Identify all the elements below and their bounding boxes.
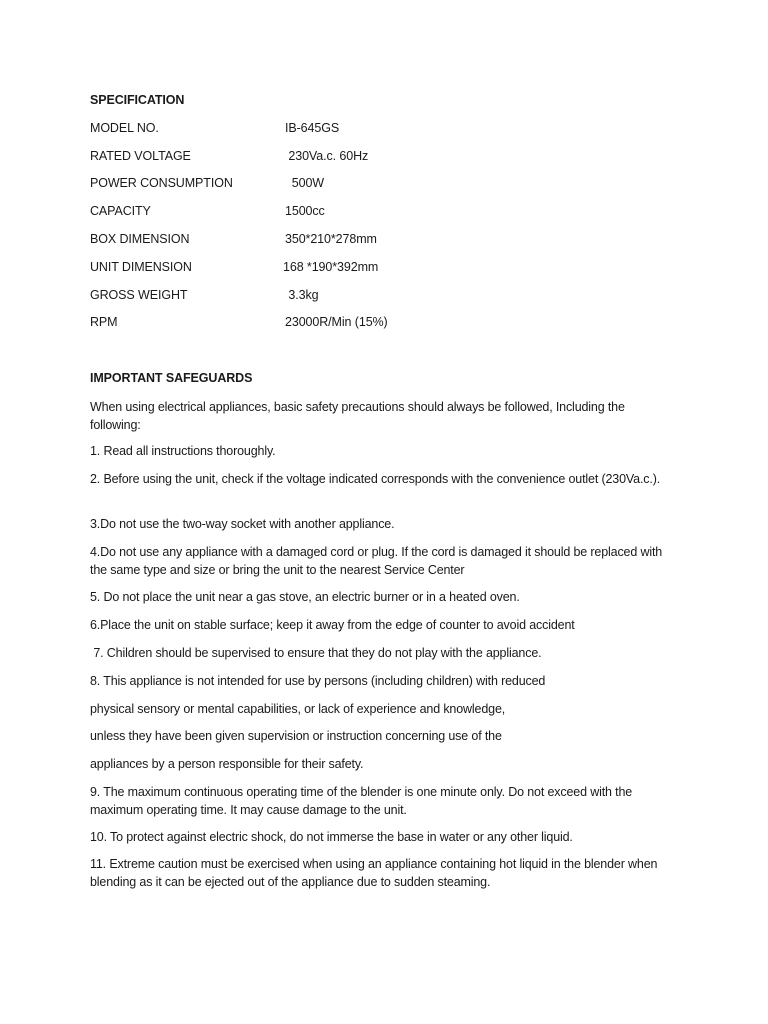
safeguard-item-continued: physical sensory or mental capabilities, or lack of experience and knowledge, [90,702,506,716]
spec-value: 350*210*278mm [285,232,377,246]
safeguard-item: 11. Extreme caution must be exercised when using an appliance containing hot liquid in the blender when blending as it can be ejected out of the appliance due to sudden steaming. [90,857,661,889]
safeguard-item: 5. Do not place the unit near a gas stove, an electric burner or in a heated oven. [90,590,520,604]
spec-label: RATED VOLTAGE [90,149,191,163]
spec-label: BOX DIMENSION [90,232,190,246]
safeguard-item: 4.Do not use any appliance with a damaged cord or plug. If the cord is damaged it should be replaced with the same type and size or bring the unit to the nearest Service Center [90,545,666,577]
spec-row-capacity [90,204,690,222]
spec-row-rpm [90,315,690,333]
spec-value: 168 *190*392mm [283,260,379,274]
safeguard-item: 7. Children should be supervised to ensure that they do not play with the appliance. [90,646,542,660]
specification-heading: SPECIFICATION [90,93,185,107]
spec-value: 1500cc [285,204,325,218]
spec-value: IB-645GS [285,121,340,135]
spec-label: CAPACITY [90,204,151,218]
spec-value: 230Va.c. 60Hz [285,149,369,163]
spec-label: POWER CONSUMPTION [90,176,233,190]
safeguards-intro: When using electrical appliances, basic safety precautions should always be followed, Including the following: [90,400,629,432]
safeguards-heading: IMPORTANT SAFEGUARDS [90,371,253,385]
document-page [90,0,690,1024]
spec-value: 3.3kg [285,288,319,302]
safeguard-item-continued: unless they have been given supervision or instruction concerning use of the [90,729,502,743]
spec-label: RPM [90,315,118,329]
spec-row-unit-dimension [90,260,690,278]
safeguard-item-continued: appliances by a person responsible for their safety. [90,757,364,771]
safeguard-item: 6.Place the unit on stable surface; keep it away from the edge of counter to avoid accident [90,618,575,632]
safeguard-item: 10. To protect against electric shock, do not immerse the base in water or any other liquid. [90,830,573,844]
spec-label: MODEL NO. [90,121,159,135]
spec-value: 500W [285,176,324,190]
safeguard-item: 1. Read all instructions thoroughly. [90,444,276,458]
spec-row-box-dimension [90,232,690,250]
safeguard-item: 3.Do not use the two-way socket with another appliance. [90,517,395,531]
spec-row-model [90,121,690,139]
safeguard-item: 8. This appliance is not intended for use by persons (including children) with reduced [90,674,546,688]
spec-label: GROSS WEIGHT [90,288,188,302]
safeguard-item: 2. Before using the unit, check if the voltage indicated corresponds with the convenience outlet (230Va.c.). [90,472,661,486]
spec-row-power-consumption [90,176,690,194]
spec-row-rated-voltage [90,149,690,167]
spec-row-gross-weight [90,288,690,306]
safeguard-item: 9. The maximum continuous operating time of the blender is one minute only. Do not exceed with the maximum operating time. It may cause damage to the unit. [90,785,636,817]
spec-value: 23000R/Min (15%) [285,315,388,329]
spec-label: UNIT DIMENSION [90,260,192,274]
